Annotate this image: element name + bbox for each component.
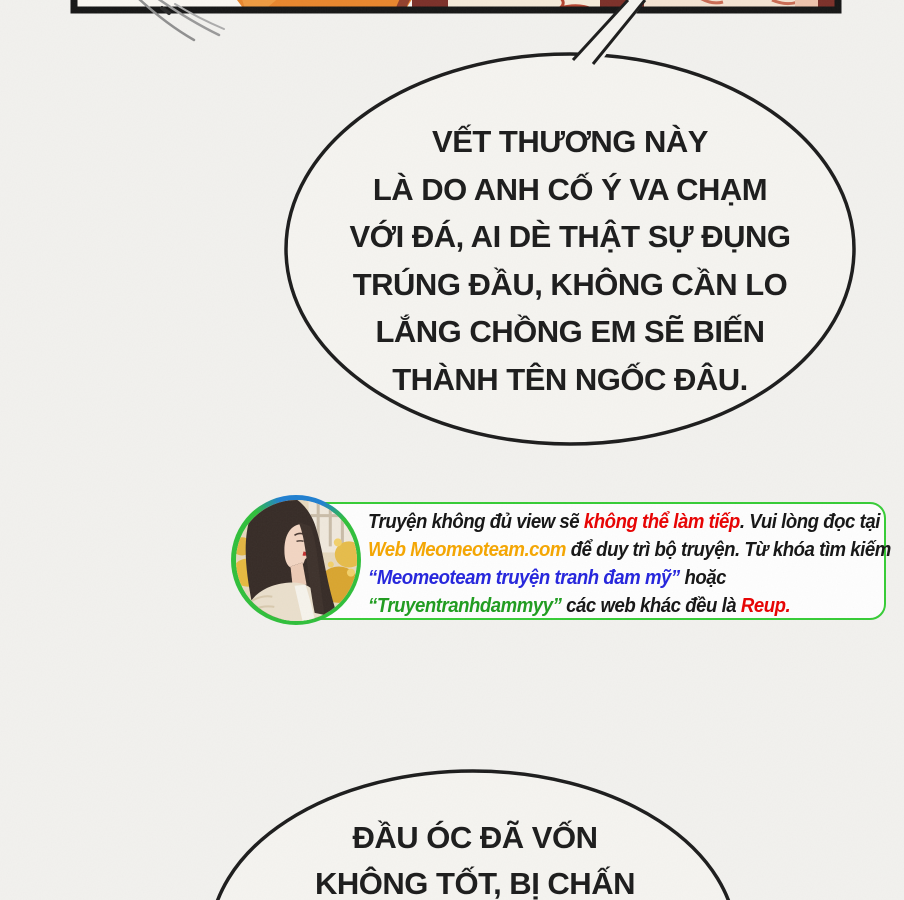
avatar-illustration: [236, 500, 357, 621]
credit-banner-line: [368, 592, 848, 620]
banner-text-segment: . Vui lòng đọc tại: [739, 511, 880, 533]
credit-banner-line: [368, 536, 891, 564]
credit-banner-text: [368, 508, 891, 620]
speech-line: LÀ DO ANH CỐ Ý VA CHẠM: [372, 171, 768, 207]
speech-bubble-bottom-text: [210, 815, 740, 900]
speech-line: THÀNH TÊN NGỐC ĐÂU.: [392, 361, 748, 397]
credit-banner-line: [368, 508, 880, 536]
speech-line: TRÚNG ĐẦU, KHÔNG CẦN LO: [352, 266, 788, 302]
banner-text-segment: để duy trì bộ truyện. Từ khóa tìm kiếm: [566, 539, 891, 561]
banner-text-segment: không thể làm tiếp: [583, 511, 740, 533]
banner-text-segment: “Meomeoteam truyện tranh đam mỹ”: [368, 567, 680, 589]
speech-bubble-main-text: [278, 118, 862, 403]
speech-line: VẾT THƯƠNG NÀY: [432, 124, 708, 159]
translator-avatar: [231, 495, 361, 625]
banner-text-segment: Truyện không đủ view sẽ: [368, 511, 584, 533]
avatar-photo: [236, 500, 357, 621]
banner-text-segment: “Truyentranhdammyy”: [368, 595, 562, 617]
banner-text-segment: các web khác đều là: [561, 595, 741, 617]
speech-line: ĐẦU ÓC ĐÃ VỐN: [352, 820, 598, 855]
banner-text-segment: hoặc: [679, 567, 727, 589]
banner-text-segment: Reup.: [740, 595, 791, 617]
credit-banner-line: [368, 564, 848, 592]
banner-text-segment: Web Meomeoteam.com: [368, 539, 567, 561]
speech-line: KHÔNG TỐT, BỊ CHẤN: [315, 866, 635, 900]
speech-line: LẮNG CHỒNG EM SẼ BIẾN: [375, 314, 765, 349]
speech-line: VỚI ĐÁ, AI DÈ THẬT SỰ ĐỤNG: [349, 219, 791, 254]
